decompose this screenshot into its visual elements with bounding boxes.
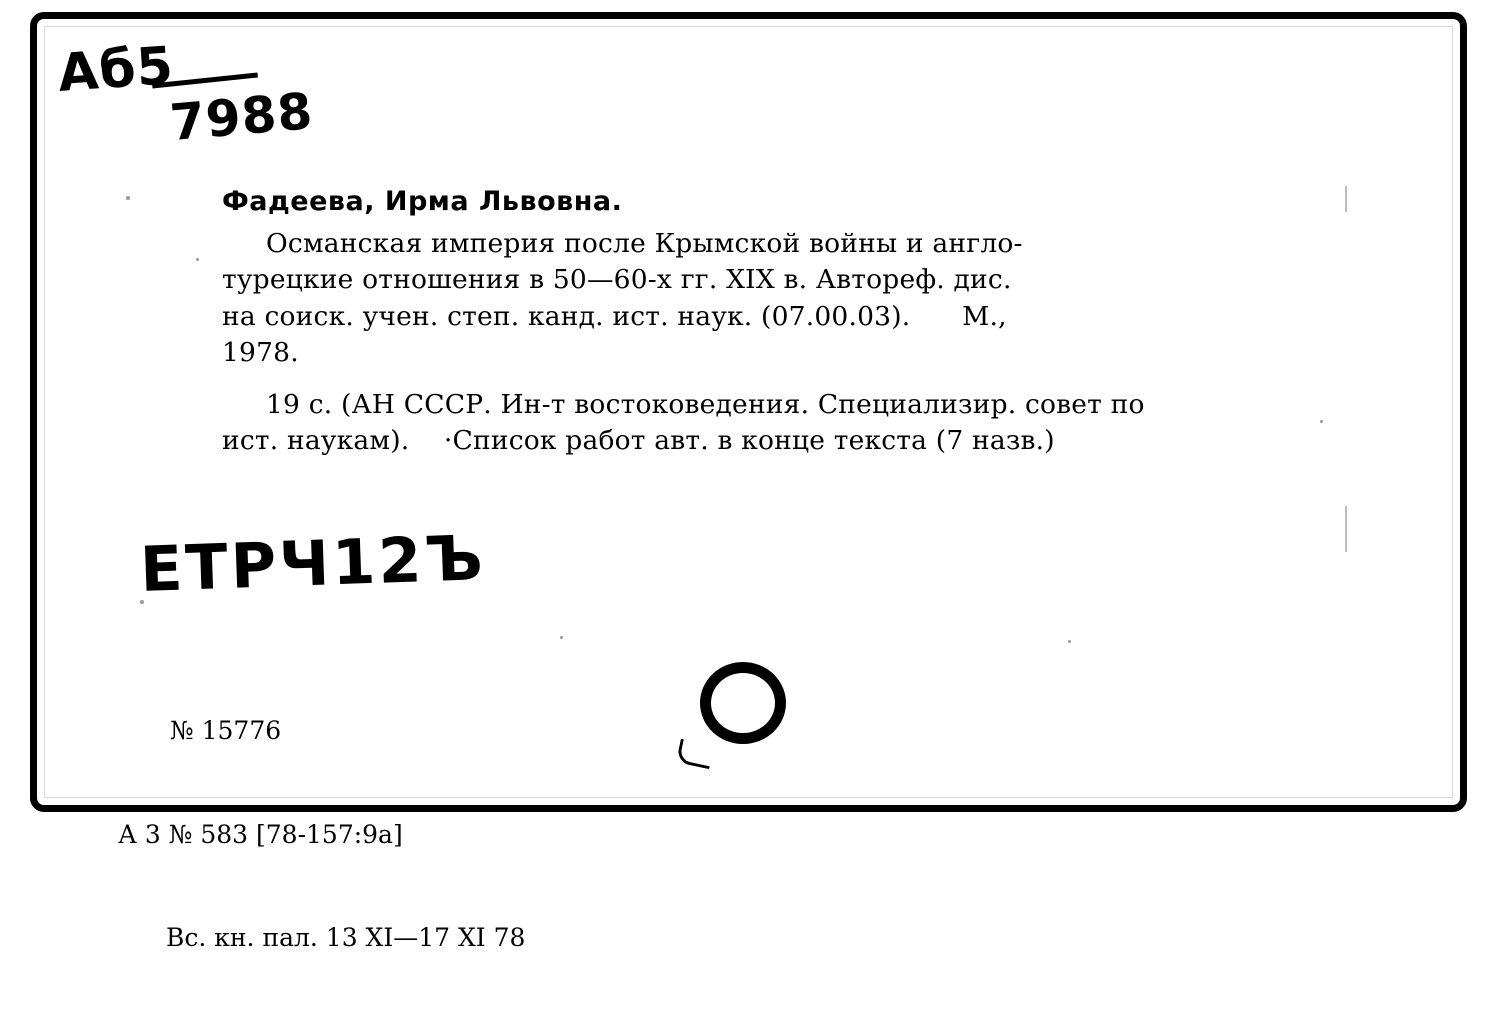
title-line-2: турецкие отношения в 50—60-х гг. XIX в. Автореф. дис. — [222, 264, 1012, 296]
registry-line-2: А 3 № 583 [78-157:9а] — [118, 819, 403, 849]
scan-speck — [126, 196, 130, 200]
handwritten-class-mark: Аб5 — [56, 36, 176, 104]
registry-line-3: Вс. кн. пал. 13 XI—17 XI 78 — [166, 923, 526, 952]
note-line-1: 19 с. (АН СССР. Ин-т востоковедения. Специализир. совет по — [266, 389, 1145, 421]
title-line-3: на соиск. учен. степ. канд. ист. наук. (07.00.03). М., — [222, 300, 1007, 332]
handwritten-code: ЕТРЧ12Ъ — [138, 520, 487, 607]
scan-speck — [196, 258, 199, 261]
circle-stamp-icon — [700, 662, 786, 744]
author-name: Фадеева, Ирма Львовна. — [222, 186, 623, 217]
title-line-4: 1978. — [222, 336, 299, 368]
bibliographic-block — [222, 186, 1392, 460]
scan-speck — [1068, 640, 1071, 643]
block-gap — [222, 371, 1392, 387]
scan-speck — [560, 636, 563, 639]
note-line-2: ист. наукам). ·Список работ авт. в конце текста (7 назв.) — [222, 425, 1055, 457]
handwritten-number: 7988 — [167, 81, 316, 153]
scan-artifact-line — [1345, 506, 1347, 552]
registry-block — [118, 645, 525, 1025]
title-line-1: Османская империя после Крымской войны и англо- — [266, 228, 1023, 259]
registry-line-1: № 15776 — [170, 716, 282, 745]
